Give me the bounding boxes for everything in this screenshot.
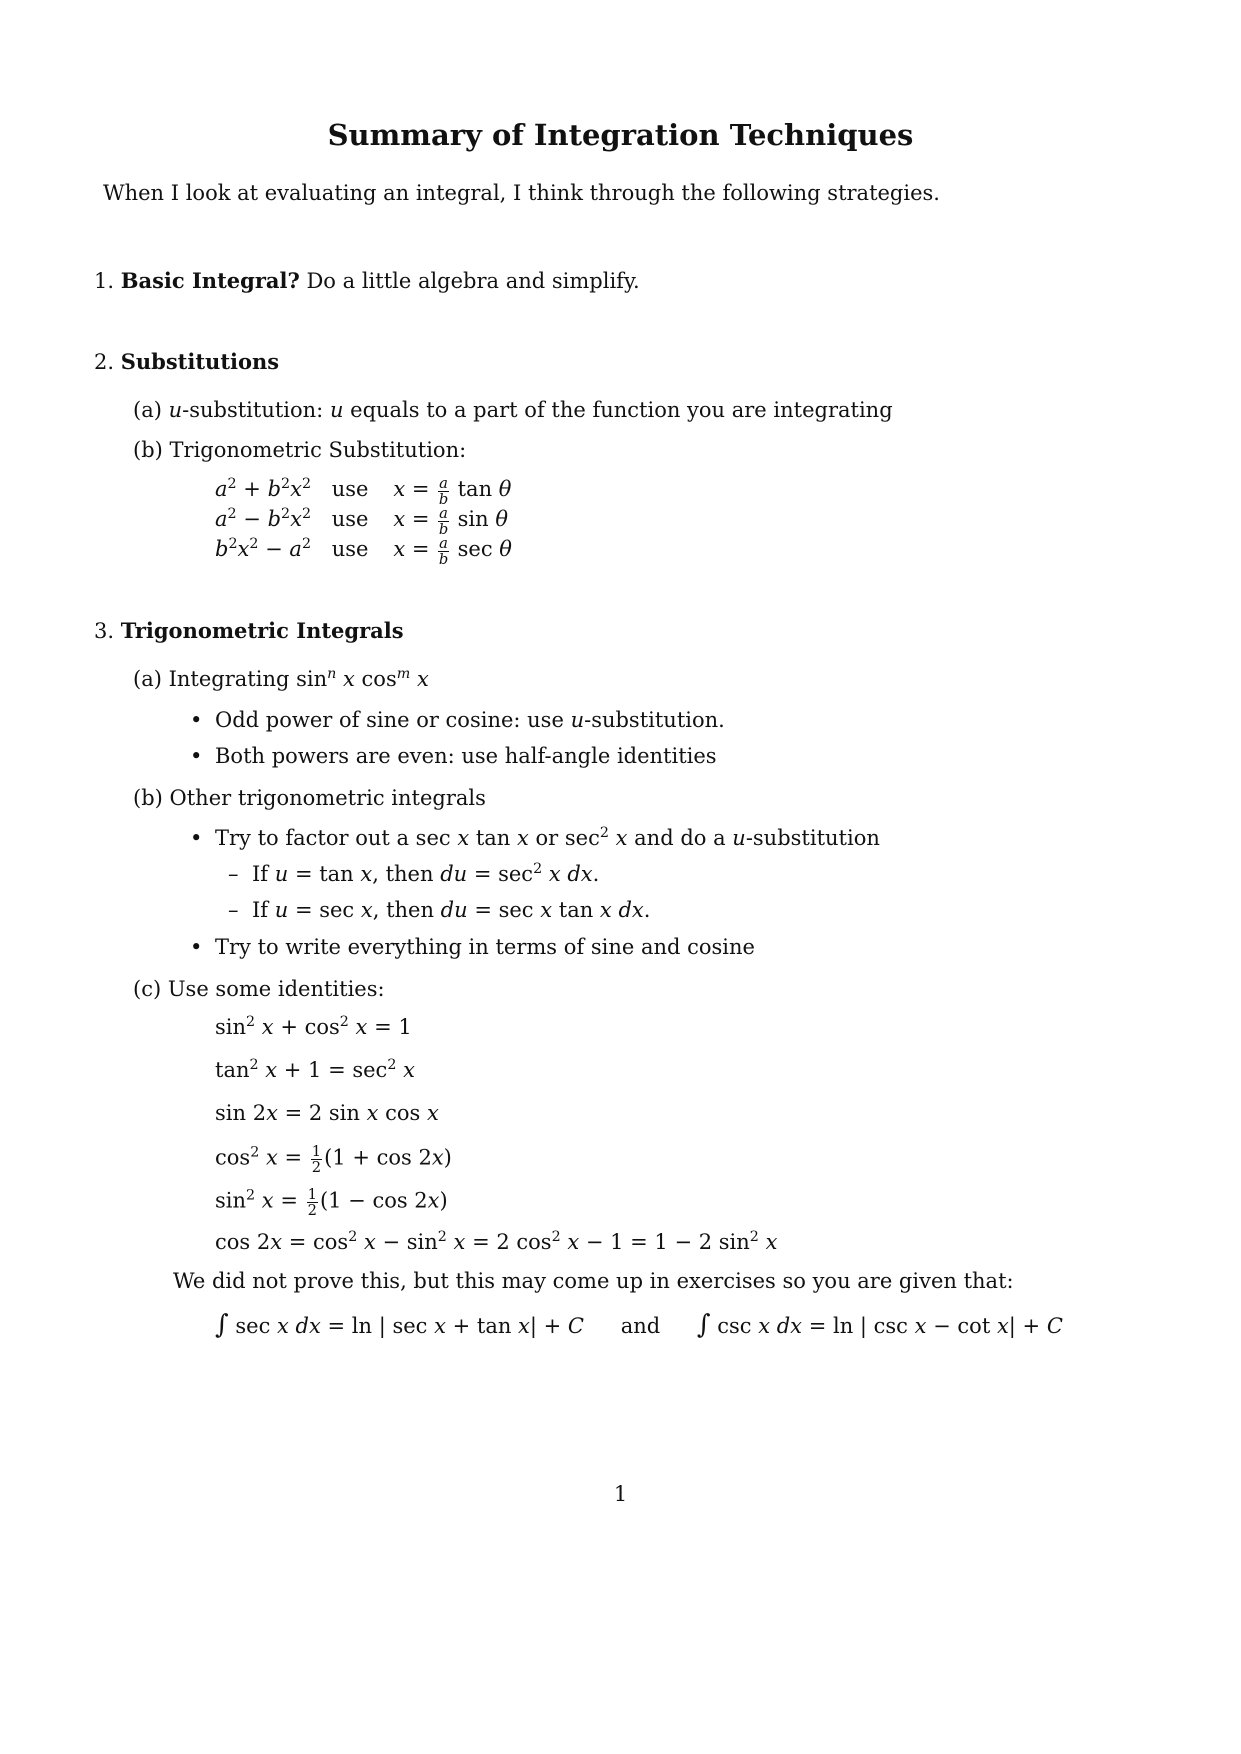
identity-tan-sec: $\tan^2 x + 1 = \sec^2 x$: [215, 1057, 415, 1082]
item-2b-label: (b): [133, 438, 163, 462]
trig-sub-row-3: [215, 536, 512, 568]
item-3c: [133, 977, 385, 1001]
integral-csc: ∫ csc x dx = ln | csc x − cot x| + C: [696, 1310, 1063, 1340]
trig-sub-use: use: [331, 537, 369, 562]
document-title: Summary of Integration Techniques: [327, 118, 914, 152]
section-1-heading: Basic Integral?: [120, 268, 300, 293]
section-1-text: Do a little algebra and simplify.: [306, 269, 640, 293]
item-2b: [133, 438, 466, 462]
dash-icon: –: [228, 898, 239, 922]
note-text: We did not prove this, but this may come up in exercises so you are given that:: [173, 1269, 1014, 1293]
bullet-icon: •: [190, 708, 203, 732]
bullet-icon: •: [190, 935, 203, 959]
identity-sin-squared: $\sin^2 x$ = $\frac{1}{2}$ (1 − cos 2x): [215, 1186, 448, 1220]
trig-sub-expression: $a^2 + b^2x^2$: [215, 476, 312, 502]
item-2a-text1: -substitution:: [182, 398, 330, 422]
bullet-text: Odd power of sine or cosine: use: [215, 708, 571, 732]
math-du-sec2: du = $\sec^2 x$ dx.: [440, 861, 600, 886]
integral-and: and: [620, 1314, 661, 1338]
trig-sub-row-1: [215, 476, 511, 508]
bullet-text-or: or: [528, 826, 565, 850]
intro-text: When I look at evaluating an integral, I think through the following strategies.: [103, 181, 940, 205]
trig-sub-row-2: [215, 506, 508, 538]
section-1: [94, 268, 640, 293]
trig-sub-expression: $a^2 - b^2x^2$: [215, 506, 312, 532]
item-2a-label: (a): [133, 398, 162, 422]
trig-sub-formula: x = $\frac{a}{b}$ sin θ: [393, 505, 508, 539]
section-2-number: 2.: [94, 350, 115, 374]
item-3b-dash-1: [228, 862, 599, 886]
identity-double-sin: sin 2x = 2 sin x cos x: [215, 1101, 439, 1125]
math-u-tan: u = tan x: [274, 862, 373, 886]
section-1-number: 1.: [94, 269, 115, 293]
trig-sub-use: use: [331, 477, 369, 502]
math-u: u: [329, 398, 344, 422]
math-u-sec: u = sec x: [274, 898, 373, 922]
bullet-text: Try to write everything in terms of sine and cosine: [215, 935, 755, 959]
math-sec-squared: $\sec^2 x$: [564, 825, 628, 850]
bullet-icon: •: [190, 744, 203, 768]
trig-sub-formula: x = $\frac{a}{b}$ sec θ: [393, 535, 512, 569]
item-3b-bullet-1: [190, 826, 880, 850]
item-2a-text2: equals to a part of the function you are integrating: [343, 398, 893, 422]
dash-text-then: , then: [372, 898, 441, 922]
item-3b-text: Other trigonometric integrals: [169, 786, 486, 810]
item-3a-bullet-2: [190, 744, 717, 768]
dash-text: If: [252, 898, 275, 922]
bullet-text-and: and do a: [627, 826, 733, 850]
math-sec-tan: sec x tan x: [415, 826, 529, 850]
identity-double-cos: $\cos 2x = \cos^2 x - \sin^2 x = 2$ $\cos^2 x - 1 = 1 - 2$ $\sin^2 x$: [215, 1229, 778, 1254]
integral-formulas: [215, 1310, 1063, 1340]
math-u: u: [570, 708, 585, 732]
math-sin-cos-power: $\sin^n x$ $\cos^m x$: [296, 666, 429, 691]
identity-cos-squared: $\cos^2 x$ = $\frac{1}{2}$ (1 + cos 2x): [215, 1143, 452, 1177]
trig-sub-expression: $b^2x^2 - a^2$: [215, 536, 312, 562]
item-3b: [133, 786, 486, 810]
dash-text-then: , then: [372, 862, 441, 886]
item-3c-text: Use some identities:: [167, 977, 385, 1001]
bullet-icon: •: [190, 826, 203, 850]
bullet-text-tail: -substitution: [745, 826, 880, 850]
dash-text: If: [252, 862, 275, 886]
integral-sec: ∫ sec x dx = ln | sec x + tan x| + C: [215, 1310, 584, 1340]
identity-pythagorean: $\sin^2 x + \cos^2 x = 1$: [215, 1014, 412, 1039]
section-3: [94, 618, 404, 643]
section-3-number: 3.: [94, 619, 115, 643]
item-2a: [133, 398, 893, 422]
bullet-text: Try to factor out a: [215, 826, 416, 850]
page-number: 1: [613, 1482, 628, 1506]
item-3a-text: Integrating: [168, 667, 290, 691]
trig-sub-formula: x = $\frac{a}{b}$ tan θ: [393, 475, 512, 509]
dash-icon: –: [228, 862, 239, 886]
item-3a: [133, 667, 429, 691]
math-u: u: [168, 398, 183, 422]
section-2-heading: Substitutions: [120, 349, 280, 374]
item-3b-bullet-2: [190, 935, 755, 959]
item-3a-bullet-1: [190, 708, 725, 732]
item-3b-dash-2: [228, 898, 650, 922]
item-2b-text: Trigonometric Substitution:: [169, 438, 467, 462]
math-u: u: [732, 826, 746, 850]
trig-sub-use: use: [331, 507, 369, 532]
math-du-sectan: du = sec x tan x dx.: [440, 898, 651, 922]
bullet-text-tail: -substitution.: [584, 708, 725, 732]
bullet-text: Both powers are even: use half-angle identities: [215, 744, 717, 768]
item-3c-label: (c): [133, 977, 162, 1001]
section-2: [94, 349, 279, 374]
section-3-heading: Trigonometric Integrals: [120, 618, 404, 643]
item-3a-label: (a): [133, 667, 162, 691]
item-3b-label: (b): [133, 786, 163, 810]
